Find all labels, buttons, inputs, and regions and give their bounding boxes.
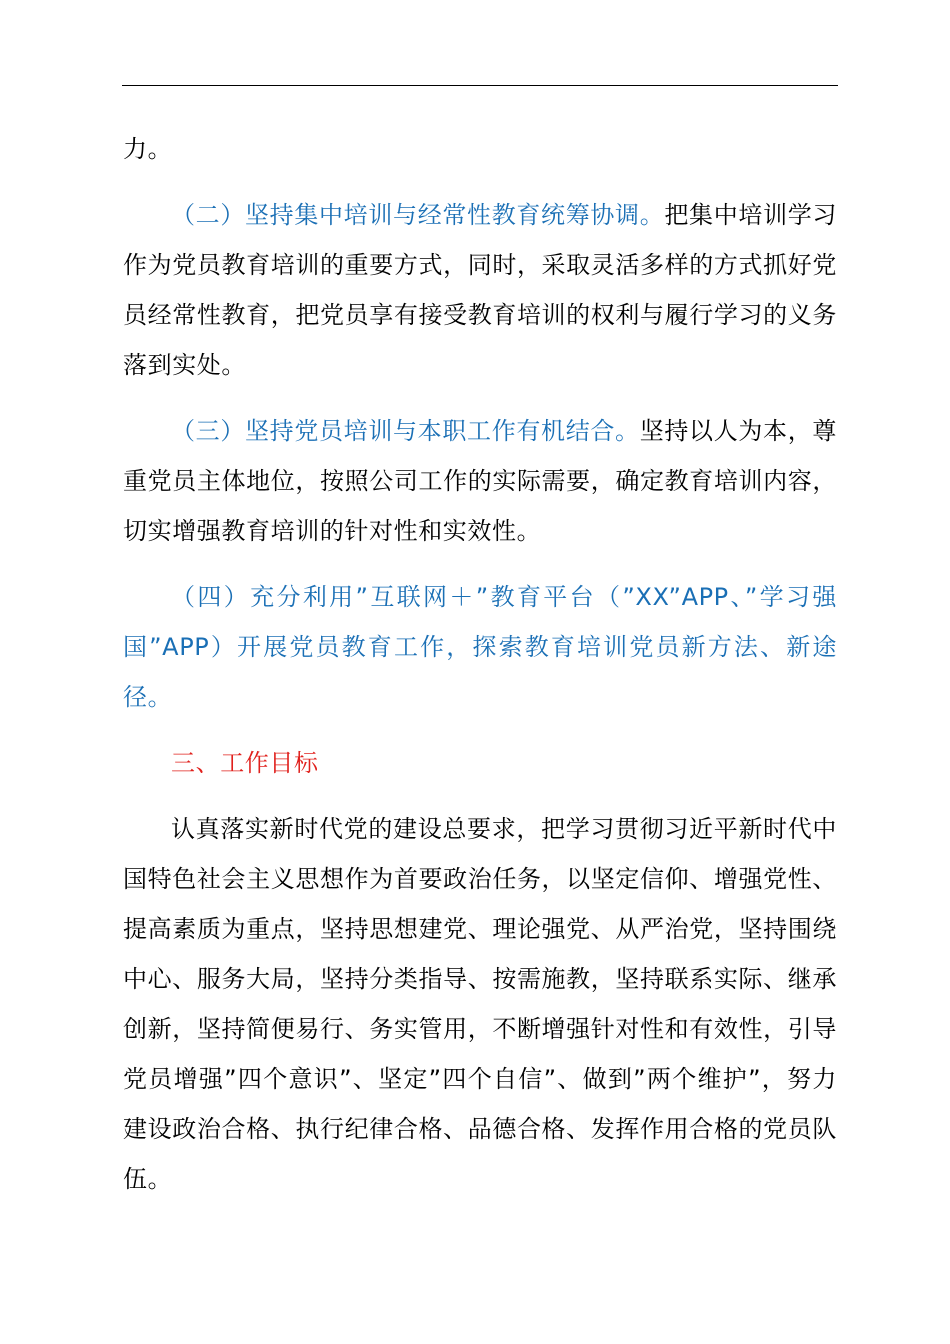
- item2-body: 把集中培训学习作为党员教育培训的重要方式，同时，采取灵活多样的方式抓好党员经常性教育，把党员享有接受教育培训的权利与履行学习的义务落到实处。: [123, 201, 838, 379]
- item3-heading: （三）坚持党员培训与本职工作有机结合。: [171, 417, 640, 445]
- item3-body: 坚持以人为本，尊重党员主体地位，按照公司工作的实际需要，确定教育培训内容，切实增强教育培训的针对性和实效性。: [123, 417, 837, 545]
- section3-body: 认真落实新时代党的建设总要求，把学习贯彻习近平新时代中国特色社会主义思想作为首要政治任务，以坚定信仰、增强党性、提高素质为重点，坚持思想建党、理论强党、从严治党，坚持围绕中心、服务大局，坚持分类指导、按需施教，坚持联系实际、继承创新，坚持简便易行、务实管用，不断增强针对性和有效性，引导党员增强”四个意识”、坚定”四个自信”、做到”两个维护”，努力建设政治合格、执行纪律合格、品德合格、发挥作用合格的党员队伍。: [123, 815, 837, 1193]
- item4-paragraph: [123, 572, 837, 722]
- document-body: [123, 124, 837, 1220]
- header-rule: [122, 85, 838, 86]
- section3-heading-paragraph: [123, 738, 837, 788]
- item2-heading: （二）坚持集中培训与经常性教育统筹协调。: [171, 201, 665, 229]
- section3-body-paragraph: [123, 804, 837, 1204]
- section3-heading: 三、工作目标: [171, 749, 319, 777]
- continuation-text: 力。: [123, 135, 173, 163]
- continuation-paragraph: [123, 124, 837, 174]
- item3-paragraph: [123, 406, 837, 556]
- item4-text: （四）充分利用”互联网＋”教育平台（”XX”APP、”学习强国”APP）开展党员教育工作，探索教育培训党员新方法、新途径。: [123, 583, 837, 711]
- item2-paragraph: [123, 190, 837, 390]
